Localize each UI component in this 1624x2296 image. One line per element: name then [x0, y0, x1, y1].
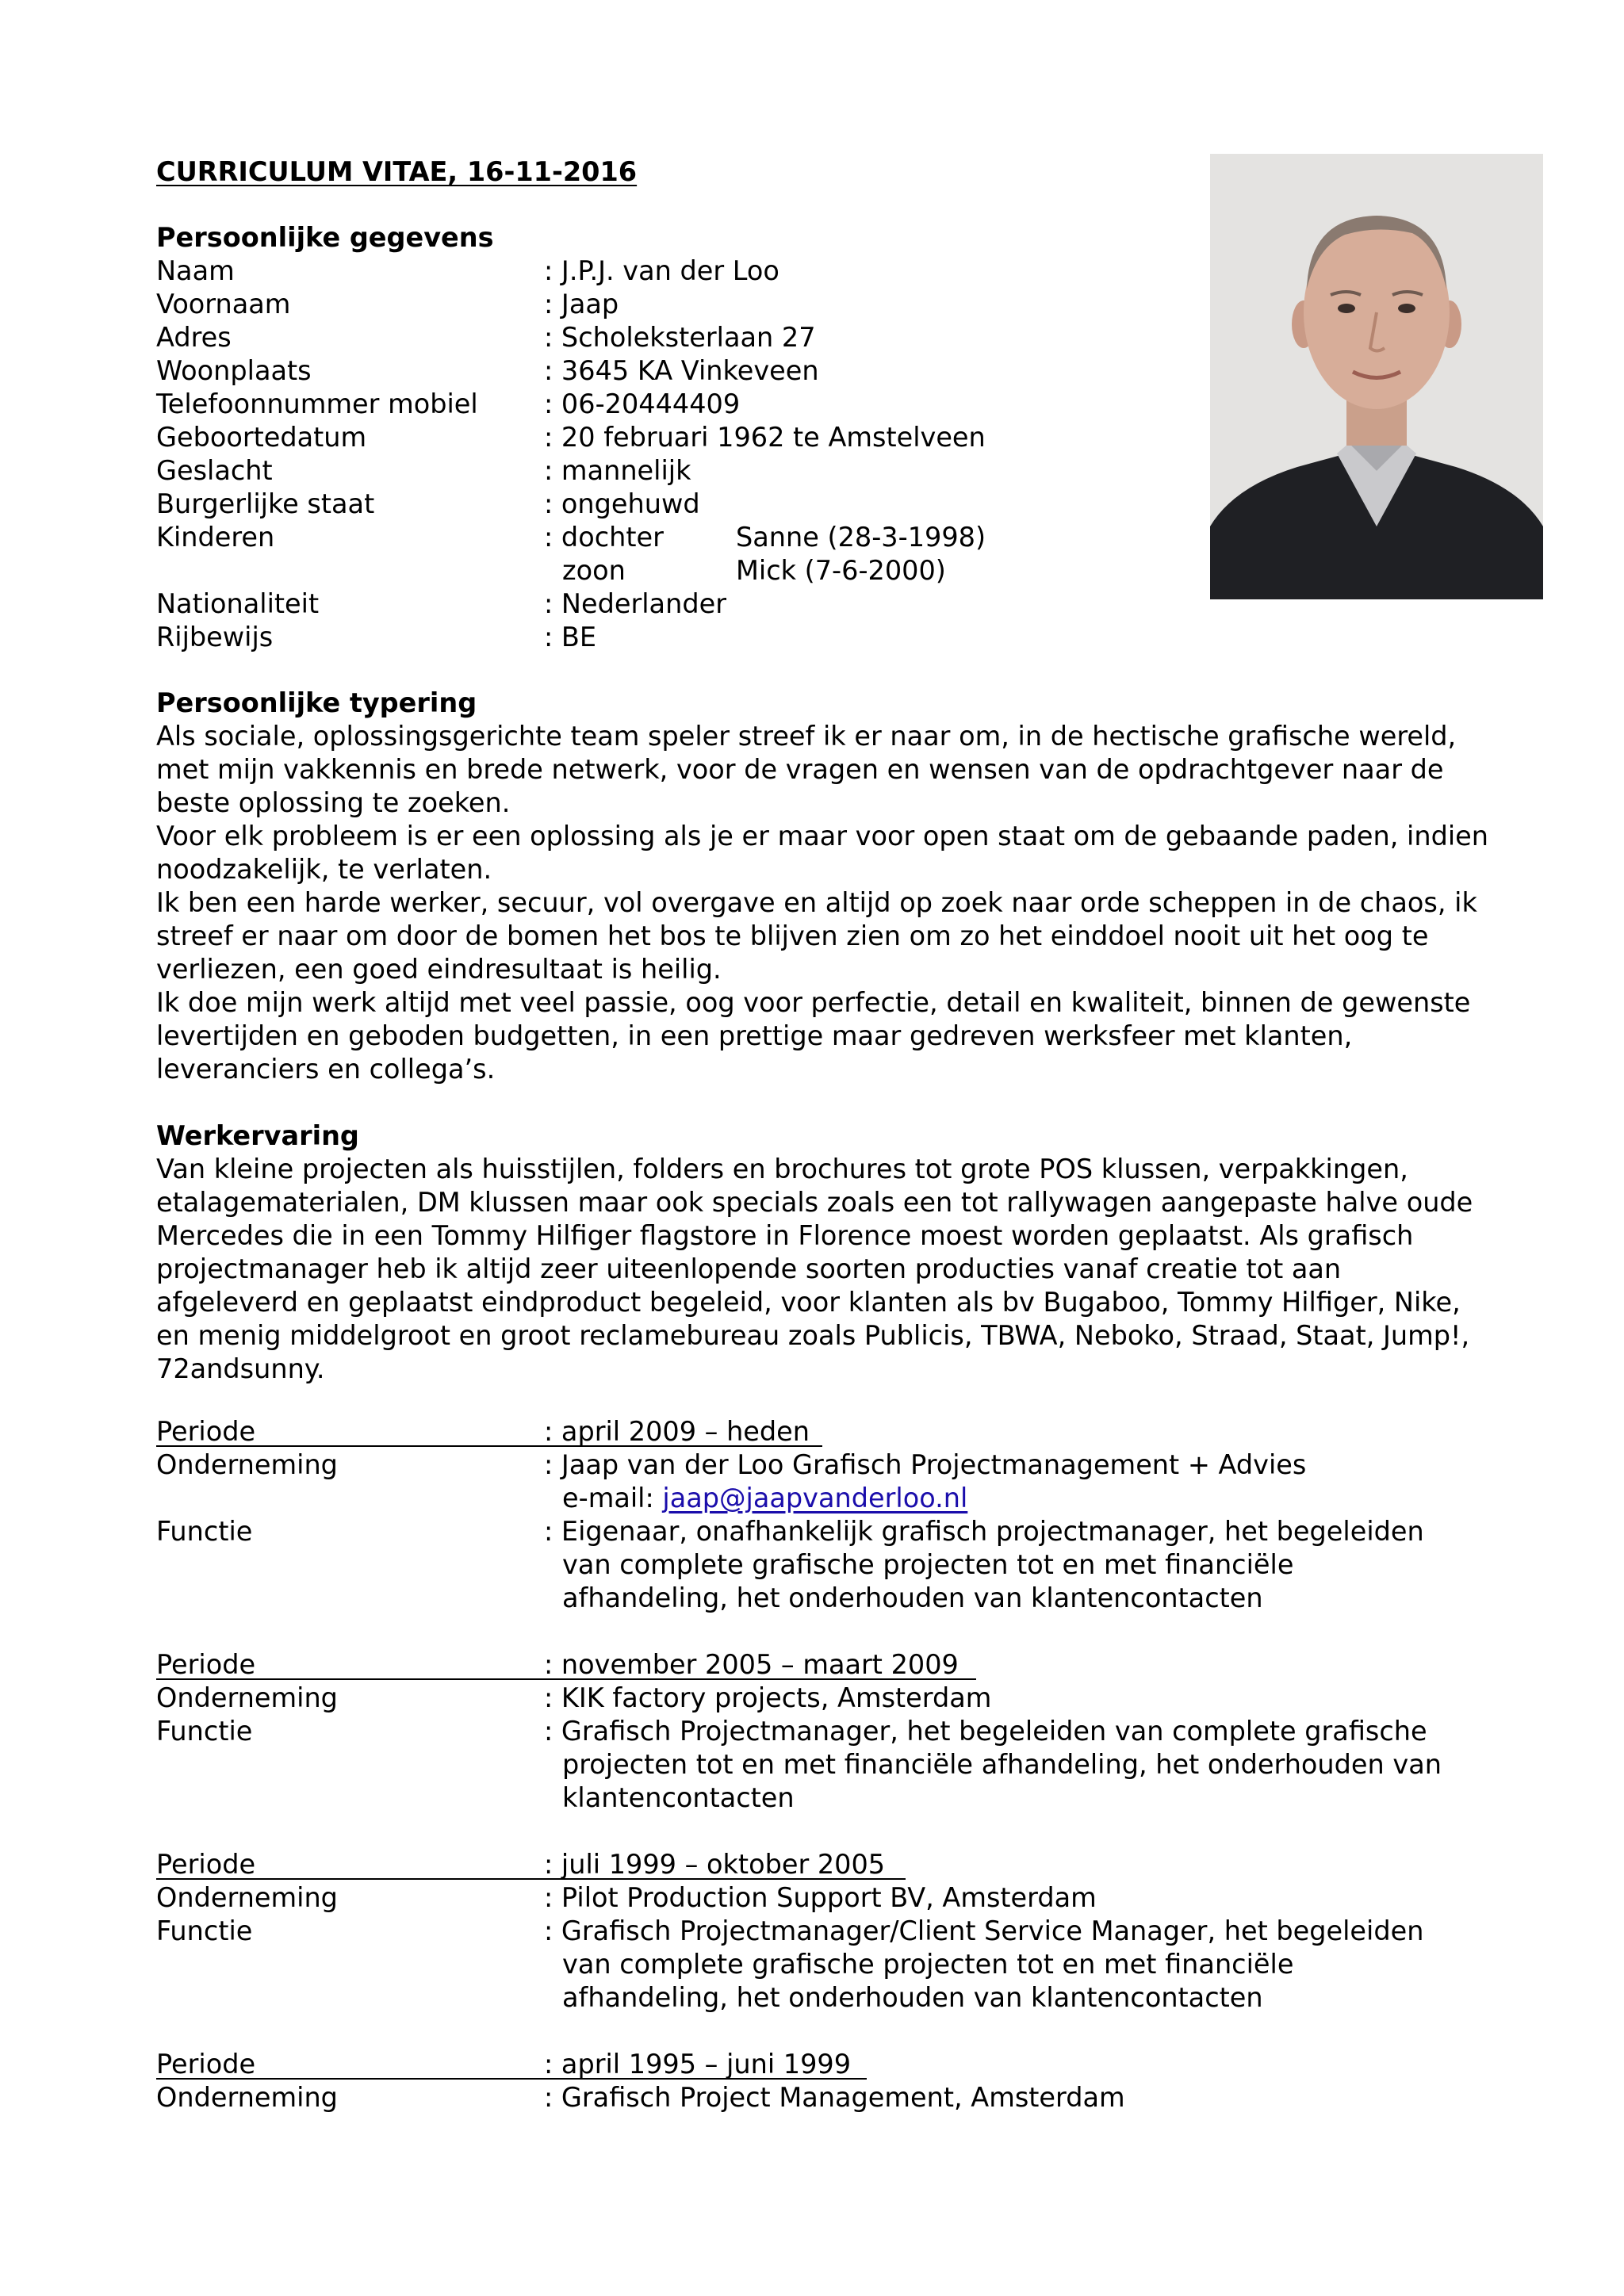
- periode-value: : november 2005 – maart 2009: [544, 1649, 959, 1680]
- functie-line: klantencontacten: [562, 1782, 795, 1813]
- email-line: [562, 1482, 967, 1515]
- section-heading-typering: Persoonlijke typering: [156, 687, 477, 718]
- periode-underline: [156, 1445, 822, 1447]
- typering-text: [156, 720, 1488, 1086]
- label-onderneming: Onderneming: [156, 1682, 338, 1713]
- functie-line: : Eigenaar, onafhankelijk grafisch projectmanager, het begeleiden: [544, 1516, 1424, 1547]
- functie-line: van complete grafische projecten tot en met financiële: [562, 1549, 1294, 1580]
- section-heading-werkervaring: Werkervaring: [156, 1120, 359, 1151]
- periode-underline: [156, 1878, 906, 1880]
- label-kinderen: Kinderen: [156, 522, 275, 553]
- value-rijbewijs: : BE: [544, 622, 597, 652]
- value-voornaam: : Jaap: [544, 289, 619, 320]
- value-adres: : Scholeksterlaan 27: [544, 322, 816, 353]
- value-naam: : J.P.J. van der Loo: [544, 255, 779, 286]
- profile-photo: [1210, 154, 1543, 599]
- functie-line: afhandeling, het onderhouden van klantencontacten: [562, 1582, 1263, 1613]
- werkervaring-paragraph: Van kleine projecten als huisstijlen, folders en brochures tot grote POS klussen, verpakkingen, etalagematerialen, DM klussen maar ook specials zoals een tot rallywagen aangepaste halve oude Mercedes die in een Tommy Hilfiger flagstore in Florence moest worden geplaatst. Als grafisch projectmanager heb ik altijd zeer uiteenlopende soorten producties vanaf creatie tot aan afgeleverd en geplaatst eindproduct begeleid, voor klanten als bv Bugaboo, Tommy Hilfiger, Nike, en menig middelgroot en groot reclamebureau zoals Publicis, TBWA, Neboko, Straad, Staat, Jump!, 72andsunny.: [156, 1154, 1473, 1384]
- value-geboortedatum: : 20 februari 1962 te Amstelveen: [544, 422, 986, 453]
- email-link[interactable]: jaap@jaapvanderloo.nl: [662, 1483, 968, 1513]
- label-onderneming: Onderneming: [156, 1449, 338, 1480]
- typering-paragraph: Voor elk probleem is er een oplossing als je er maar voor open staat om de gebaande paden, indien noodzakelijk, te verlaten.: [156, 821, 1489, 885]
- child-relation-1: : dochter: [544, 522, 664, 553]
- label-adres: Adres: [156, 322, 232, 353]
- onderneming-value: : Jaap van der Loo Grafisch Projectmanagement + Advies: [544, 1449, 1307, 1480]
- onderneming-value: : KIK factory projects, Amsterdam: [544, 1682, 992, 1713]
- section-heading-personal: Persoonlijke gegevens: [156, 222, 494, 253]
- email-label: e-mail:: [562, 1483, 654, 1513]
- label-onderneming: Onderneming: [156, 1882, 338, 1913]
- value-geslacht: : mannelijk: [544, 455, 691, 486]
- value-woonplaats: : 3645 KA Vinkeveen: [544, 355, 819, 386]
- label-burgerlijke-staat: Burgerlijke staat: [156, 488, 375, 519]
- werkervaring-intro: [156, 1153, 1488, 1386]
- label-voornaam: Voornaam: [156, 289, 291, 320]
- functie-line: projecten tot en met financiële afhandeling, het onderhouden van: [562, 1749, 1442, 1780]
- label-rijbewijs: Rijbewijs: [156, 622, 274, 652]
- label-naam: Naam: [156, 255, 235, 286]
- functie-line: : Grafisch Projectmanager, het begeleiden van complete grafische: [544, 1716, 1427, 1747]
- label-geboortedatum: Geboortedatum: [156, 422, 367, 453]
- periode-underline: [156, 1678, 976, 1680]
- periode-value: : april 2009 – heden: [544, 1416, 810, 1447]
- label-geslacht: Geslacht: [156, 455, 273, 486]
- child-name-1: Sanne (28-3-1998): [736, 522, 986, 553]
- periode-value: : juli 1999 – oktober 2005: [544, 1849, 886, 1880]
- value-nationaliteit: : Nederlander: [544, 588, 726, 619]
- value-telefoon: : 06-20444409: [544, 388, 741, 419]
- periode-value: : april 1995 – juni 1999: [544, 2049, 852, 2080]
- label-periode: Periode: [156, 1849, 256, 1880]
- child-name-2: Mick (7-6-2000): [736, 555, 946, 586]
- label-nationaliteit: Nationaliteit: [156, 588, 320, 619]
- label-functie: Functie: [156, 1716, 253, 1747]
- typering-paragraph: Als sociale, oplossingsgerichte team speler streef ik er naar om, in de hectische grafische wereld, met mijn vakkennis en brede netwerk, voor de vragen en wensen van de opdrachtgever naar de beste oplossing te zoeken.: [156, 721, 1457, 818]
- value-burgerlijke-staat: : ongehuwd: [544, 488, 700, 519]
- portrait-image: [1210, 154, 1543, 599]
- label-telefoon: Telefoonnummer mobiel: [156, 388, 478, 419]
- functie-line: van complete grafische projecten tot en met financiële: [562, 1949, 1294, 1980]
- periode-underline: [156, 2078, 867, 2080]
- label-woonplaats: Woonplaats: [156, 355, 312, 386]
- document-title: CURRICULUM VITAE, 16-11-2016: [156, 156, 638, 187]
- typering-paragraph: Ik doe mijn werk altijd met veel passie, oog voor perfectie, detail en kwaliteit, binnen de gewenste levertijden en geboden budgetten, in een prettige maar gedreven werksfeer met klanten, leveranciers en collega’s.: [156, 987, 1471, 1085]
- label-periode: Periode: [156, 2049, 256, 2080]
- functie-line: afhandeling, het onderhouden van klantencontacten: [562, 1982, 1263, 2013]
- onderneming-value: : Grafisch Project Management, Amsterdam: [544, 2082, 1125, 2113]
- label-periode: Periode: [156, 1416, 256, 1447]
- label-functie: Functie: [156, 1516, 253, 1547]
- typering-paragraph: Ik ben een harde werker, secuur, vol overgave en altijd op zoek naar orde scheppen in de chaos, ik streef er naar om door de bomen het bos te blijven zien om zo het einddoel nooit uit het oog te verliezen, een goed eindresultaat is heilig.: [156, 887, 1477, 985]
- onderneming-value: : Pilot Production Support BV, Amsterdam: [544, 1882, 1097, 1913]
- label-onderneming: Onderneming: [156, 2082, 338, 2113]
- functie-line: : Grafisch Projectmanager/Client Service Manager, het begeleiden: [544, 1915, 1424, 1946]
- label-periode: Periode: [156, 1649, 256, 1680]
- label-functie: Functie: [156, 1915, 253, 1946]
- child-relation-2: zoon: [562, 555, 626, 586]
